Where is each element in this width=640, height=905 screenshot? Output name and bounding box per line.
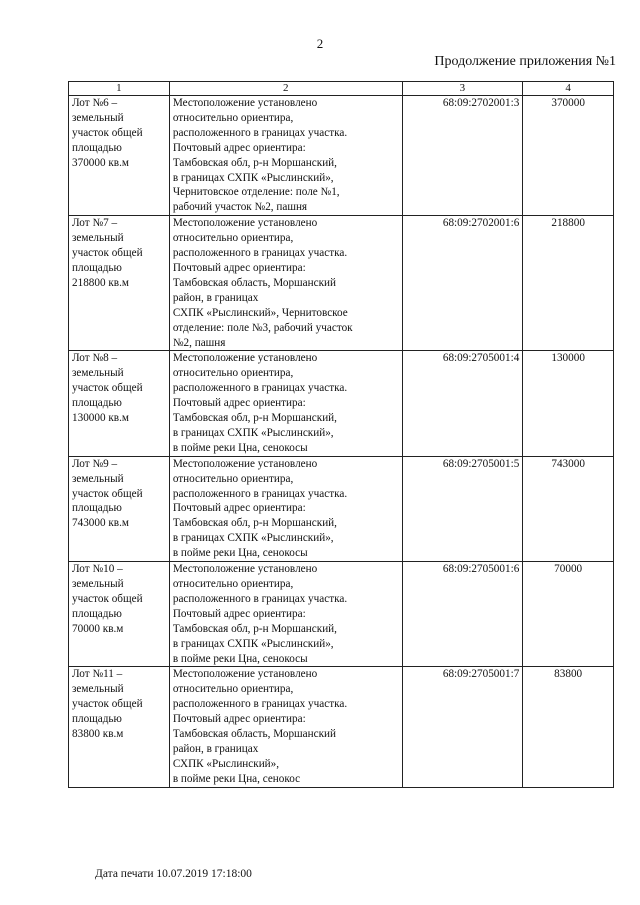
location-line: Тамбовская область, Моршанский	[172, 276, 336, 289]
location-line: СХПК «Рыслинский»,	[172, 757, 280, 770]
location-line: в пойме реки Цна, сенокосы	[172, 652, 308, 665]
lot-description-line: площадью	[72, 607, 122, 620]
table-row	[69, 96, 614, 216]
table-body	[69, 96, 614, 788]
lot-description-line: 370000 кв.м	[72, 156, 129, 169]
location-cell	[169, 96, 402, 216]
location-cell	[169, 562, 402, 667]
location-line: Местоположение установлено	[172, 217, 318, 230]
location-line: Почтовый адрес ориентира:	[172, 502, 306, 515]
location-line: Тамбовская обл, р-н Моршанский,	[172, 156, 337, 169]
cadastral-number-cell: 68:09:2702001:3	[402, 96, 523, 216]
location-cell	[169, 667, 402, 787]
lots-table	[68, 81, 614, 788]
location-line: район, в границах	[172, 742, 259, 755]
lot-description-cell	[69, 351, 170, 456]
location-line: Местоположение установлено	[172, 457, 318, 470]
location-line: в пойме реки Цна, сенокосы	[172, 547, 308, 560]
lot-description-cell	[69, 456, 170, 561]
lot-description-line: участок общей	[72, 382, 143, 395]
lot-description-line: площадью	[72, 713, 122, 726]
table-row	[69, 456, 614, 561]
location-line: расположенного в границах участка.	[172, 698, 348, 711]
location-line: Местоположение установлено	[172, 668, 318, 681]
lot-description-line: Лот №10 –	[72, 563, 123, 576]
location-line: в границах СХПК «Рыслинский»,	[172, 637, 334, 650]
lot-description-cell	[69, 667, 170, 787]
lot-description-line: 130000 кв.м	[72, 412, 129, 425]
location-line: Местоположение установлено	[172, 97, 318, 109]
header-row	[69, 82, 614, 96]
column-header-3: 3	[402, 82, 523, 96]
column-header-2: 2	[169, 82, 402, 96]
lot-description-line: участок общей	[72, 126, 143, 139]
location-line: Почтовый адрес ориентира:	[172, 261, 306, 274]
cadastral-number-cell: 68:09:2705001:4	[402, 351, 523, 456]
location-line: Почтовый адрес ориентира:	[172, 713, 306, 726]
location-line: Почтовый адрес ориентира:	[172, 397, 306, 410]
location-line: Тамбовская обл, р-н Моршанский,	[172, 622, 337, 635]
lot-description-line: Лот №6 –	[72, 97, 118, 109]
table-row	[69, 562, 614, 667]
cadastral-number-cell: 68:09:2702001:6	[402, 216, 523, 351]
lot-description-line: площадью	[72, 397, 122, 410]
table-header	[69, 82, 614, 96]
area-cell: 743000	[523, 456, 614, 561]
location-cell	[169, 351, 402, 456]
location-line: расположенного в границах участка.	[172, 247, 348, 260]
location-line: район, в границах	[172, 291, 259, 304]
lot-description-line: 70000 кв.м	[72, 622, 124, 635]
page-number: 2	[316, 36, 324, 51]
cadastral-number-cell: 68:09:2705001:7	[402, 667, 523, 787]
lot-description-cell	[69, 562, 170, 667]
location-line: Тамбовская обл, р-н Моршанский,	[172, 517, 337, 530]
lot-description-line: земельный	[72, 472, 124, 485]
location-line: относительно ориентира,	[172, 232, 294, 245]
lot-description-line: площадью	[72, 141, 122, 154]
lot-description-line: участок общей	[72, 698, 143, 711]
lot-description-line: Лот №11 –	[72, 668, 123, 681]
lot-description-line: площадью	[72, 502, 122, 515]
location-line: Местоположение установлено	[172, 563, 318, 576]
table-row	[69, 351, 614, 456]
table-row	[69, 216, 614, 351]
cadastral-number-cell: 68:09:2705001:5	[402, 456, 523, 561]
area-cell: 130000	[523, 351, 614, 456]
location-cell	[169, 216, 402, 351]
location-line: относительно ориентира,	[172, 472, 294, 485]
lot-description-line: Лот №8 –	[72, 352, 118, 365]
lot-description-line: земельный	[72, 578, 124, 590]
lot-description-line: участок общей	[72, 247, 143, 260]
appendix-title: Продолжение приложения №1	[434, 54, 616, 69]
column-header-1: 1	[69, 82, 170, 96]
location-line: относительно ориентира,	[172, 367, 294, 380]
location-line: СХПК «Рыслинский», Чернитовское	[172, 306, 348, 319]
location-line: Чернитовское отделение: поле №1,	[172, 186, 340, 199]
location-line: расположенного в границах участка.	[172, 126, 348, 139]
location-line: относительно ориентира,	[172, 578, 294, 590]
lot-description-line: земельный	[72, 367, 124, 380]
area-cell: 83800	[523, 667, 614, 787]
location-line: в пойме реки Цна, сенокос	[172, 772, 301, 785]
lot-description-line: площадью	[72, 261, 122, 274]
location-line: расположенного в границах участка.	[172, 592, 348, 605]
lot-description-cell	[69, 96, 170, 216]
lot-description-line: 743000 кв.м	[72, 517, 129, 530]
location-line: Почтовый адрес ориентира:	[172, 607, 306, 620]
cadastral-number-cell: 68:09:2705001:6	[402, 562, 523, 667]
table-row	[69, 667, 614, 787]
location-line: №2, пашня	[172, 336, 226, 349]
area-cell: 370000	[523, 96, 614, 216]
location-cell	[169, 456, 402, 561]
location-line: расположенного в границах участка.	[172, 382, 348, 395]
location-line: относительно ориентира,	[172, 683, 294, 696]
lot-description-line: участок общей	[72, 592, 143, 605]
column-header-4: 4	[523, 82, 614, 96]
lot-description-cell	[69, 216, 170, 351]
location-line: Тамбовская обл, р-н Моршанский,	[172, 412, 337, 425]
lot-description-line: земельный	[72, 683, 124, 696]
location-line: в границах СХПК «Рыслинский»,	[172, 426, 334, 439]
area-cell: 218800	[523, 216, 614, 351]
location-line: в границах СХПК «Рыслинский»,	[172, 171, 334, 184]
lot-description-line: Лот №7 –	[72, 217, 118, 230]
lot-description-line: 218800 кв.м	[72, 276, 129, 289]
location-line: Тамбовская область, Моршанский	[172, 728, 336, 741]
lot-description-line: Лот №9 –	[72, 457, 118, 470]
location-line: отделение: поле №3, рабочий участок	[172, 321, 353, 334]
lot-description-line: земельный	[72, 111, 124, 124]
lot-description-line: 83800 кв.м	[72, 728, 124, 741]
location-line: расположенного в границах участка.	[172, 487, 348, 500]
lot-description-line: участок общей	[72, 487, 143, 500]
location-line: в пойме реки Цна, сенокосы	[172, 441, 308, 454]
location-line: Почтовый адрес ориентира:	[172, 141, 306, 154]
location-line: рабочий участок №2, пашня	[172, 201, 308, 214]
location-line: в границах СХПК «Рыслинский»,	[172, 532, 334, 545]
location-line: относительно ориентира,	[172, 111, 294, 124]
lot-description-line: земельный	[72, 232, 124, 245]
area-cell: 70000	[523, 562, 614, 667]
print-date: Дата печати 10.07.2019 17:18:00	[95, 868, 252, 880]
location-line: Местоположение установлено	[172, 352, 318, 365]
